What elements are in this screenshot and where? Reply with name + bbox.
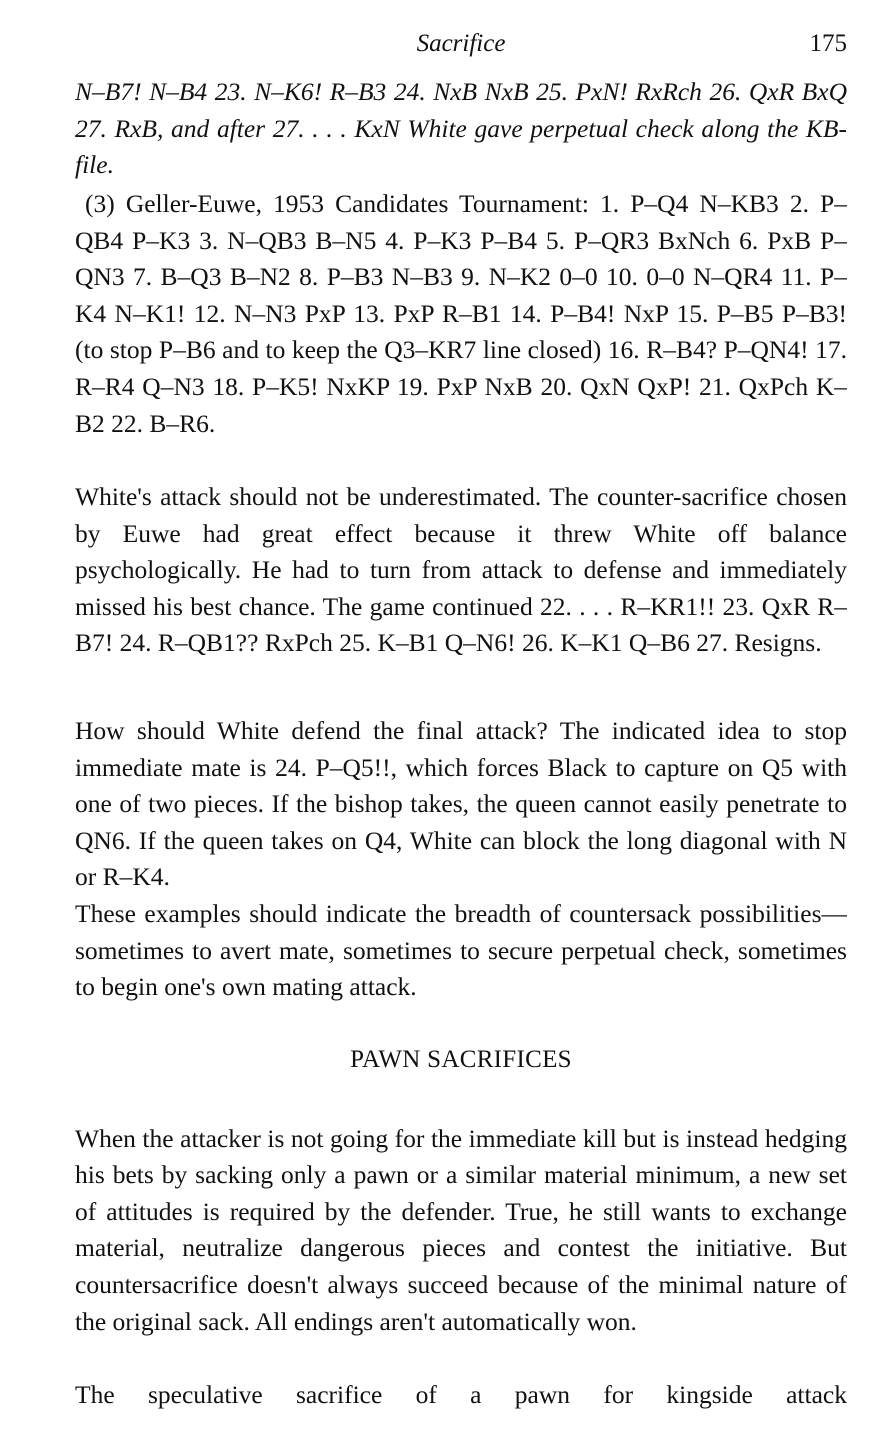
paragraph-text: When the attacker is not going for the immediate kill but is instead hedging his bets by sacking only a pawn or a similar material minimum, a new set of attitudes is required by the defender. True, he still wants to exchange material, neutralize dangerous pieces and contest the initiative. But countersacrifice doesn't always succeed because of the minimal nature of the original sack. All endings aren't automatically won. bbox=[75, 1123, 847, 1336]
game-example-geller-euwe bbox=[75, 186, 847, 479]
paragraph-text: The speculative sacrifice of a pawn for kingside attack bbox=[75, 1379, 847, 1409]
paragraph-text: N–B7! N–B4 23. N–K6! R–B3 24. NxB NxB 25. PxN! RxRch 26. QxR BxQ 27. RxB, and after 27. . . . KxN White gave perpetual check along the KB-file. bbox=[75, 77, 847, 180]
page-body bbox=[75, 74, 847, 1415]
summary-paragraph bbox=[75, 896, 847, 1006]
page-header bbox=[75, 26, 847, 66]
pawn-sacrifices-paragraph bbox=[75, 1121, 847, 1377]
paragraph-text: How should White defend the final attack? The indicated idea to stop immediate mate is 24. P–Q5!!, which forces Black to capture on Q5 with one of two pieces. If the bishop takes, the queen cannot easily penetrate to QN6. If the queen takes on Q4, White can block the long diagonal with N or R–K4. bbox=[75, 716, 847, 892]
paragraph-text: These examples should indicate the breadth of countersack possibilities—sometimes to avert mate, sometimes to secure perpetual check, sometimes to begin one's own mating attack. bbox=[75, 899, 847, 1002]
running-title: Sacrifice bbox=[416, 30, 506, 57]
analysis-paragraph bbox=[75, 713, 847, 896]
commentary-paragraph bbox=[75, 479, 847, 699]
game-notation-continuation bbox=[75, 74, 847, 186]
paragraph-text: (3) Geller-Euwe, 1953 Candidates Tournament: 1. P–Q4 N–KB3 2. P–QB4 P–K3 3. N–QB3 B–N5 4. P–K3 P–B4 5. P–QR3 BxNch 6. PxB P–QN3 7. B–Q3 B–N2 8. P–B3 N–B3 9. N–K2 0–0 10. 0–0 N–QR4 11. P–K4 N–K1! 12. N–N3 PxP 13. PxP R–B1 14. P–B4! NxP 15. P–B5 P–B3! (to stop P–B6 and to keep the Q3–KR7 line closed) 16. R–B4? P–QN4! 17. R–R4 Q–N3 18. P–K5! NxKP 19. PxP NxB 20. QxN QxP! 21. QxPch K–B2 22. B–R6. bbox=[75, 189, 847, 438]
closing-line bbox=[75, 1377, 847, 1415]
section-heading: PAWN SACRIFICES bbox=[350, 1046, 572, 1073]
paragraph-text: White's attack should not be underestimated. The counter-sacrifice chosen by Euwe had great effect because it threw White off balance psychologically. He had to turn from attack to defense and immediately missed his best chance. The game continued 22. . . . R–KR1!! 23. QxR R–B7! 24. R–QB1?? RxPch 25. K–B1 Q–N6! 26. K–K1 Q–B6 27. Resigns. bbox=[75, 482, 847, 658]
page-number: 175 bbox=[809, 30, 847, 57]
